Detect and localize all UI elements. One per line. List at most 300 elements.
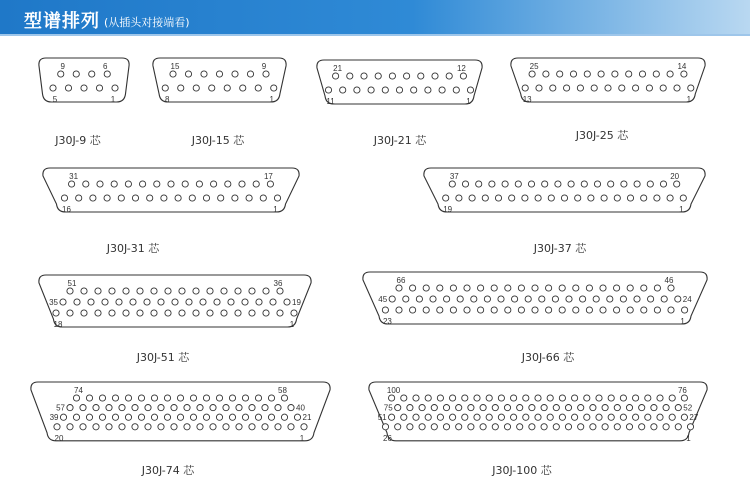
pin-label: 46: [664, 276, 674, 285]
pin: [151, 414, 157, 420]
pin-label: 9: [261, 62, 267, 71]
pin: [633, 414, 639, 420]
pin: [67, 288, 73, 294]
pin: [667, 195, 673, 201]
pin: [109, 288, 115, 294]
pin: [425, 414, 431, 420]
pin: [639, 405, 645, 411]
pin: [663, 405, 669, 411]
connector-caption: J30J-66 芯: [521, 351, 575, 364]
pin: [170, 71, 176, 77]
pin: [566, 296, 572, 302]
pin: [138, 395, 144, 401]
pin: [382, 87, 388, 93]
pin: [158, 405, 164, 411]
pin: [492, 424, 498, 430]
pin-label: 1: [269, 95, 274, 104]
pin: [395, 424, 401, 430]
pin: [535, 195, 541, 201]
pin-label: 35: [49, 298, 58, 307]
pin: [389, 395, 395, 401]
pin: [147, 195, 153, 201]
pin: [164, 414, 170, 420]
pin: [413, 414, 419, 420]
pin: [201, 71, 207, 77]
pin: [681, 395, 687, 401]
pin: [502, 181, 508, 187]
pin: [361, 73, 367, 79]
pin: [619, 85, 625, 91]
pin: [489, 181, 495, 187]
pin: [605, 85, 611, 91]
pin: [411, 87, 417, 93]
pin: [218, 195, 224, 201]
pin: [626, 424, 632, 430]
pin: [112, 395, 118, 401]
pin: [423, 285, 429, 291]
pin: [633, 395, 639, 401]
pin: [255, 414, 261, 420]
pin: [504, 424, 510, 430]
pin: [565, 424, 571, 430]
pin-label: 12: [456, 64, 466, 73]
pin: [525, 296, 531, 302]
pin: [564, 85, 570, 91]
connector-shell: [43, 168, 299, 212]
pin: [171, 424, 177, 430]
pin: [646, 85, 652, 91]
pin: [263, 310, 269, 316]
pin-label: 51: [67, 279, 77, 288]
pin: [674, 85, 680, 91]
pin: [249, 405, 255, 411]
pin: [125, 414, 131, 420]
pin: [151, 395, 157, 401]
pin: [268, 414, 274, 420]
pin: [446, 73, 452, 79]
pin: [437, 414, 443, 420]
pin: [626, 405, 632, 411]
pin: [607, 296, 613, 302]
pin-label: 40: [296, 403, 305, 413]
pin: [594, 181, 600, 187]
pin: [431, 424, 437, 430]
pin: [518, 307, 524, 313]
pin-label: 20: [670, 172, 680, 181]
pin-label: 74: [74, 386, 83, 395]
pin: [528, 181, 534, 187]
pin: [510, 395, 516, 401]
pin: [425, 87, 431, 93]
pin: [277, 310, 283, 316]
pin-label: 20: [54, 433, 64, 443]
pin: [468, 424, 474, 430]
pin: [627, 285, 633, 291]
pin: [464, 307, 470, 313]
pin: [681, 414, 687, 420]
pin: [255, 85, 261, 91]
pin: [573, 285, 579, 291]
pin: [161, 195, 167, 201]
pin: [190, 414, 196, 420]
pin: [109, 310, 115, 316]
connector-2: [153, 58, 286, 104]
pin-label: 1: [466, 97, 471, 106]
pin: [255, 395, 261, 401]
connector-9: [31, 382, 330, 443]
pin: [125, 395, 131, 401]
pin: [419, 424, 425, 430]
pin: [517, 424, 523, 430]
pin: [578, 405, 584, 411]
pin: [443, 405, 449, 411]
pin: [80, 405, 86, 411]
connector-caption: J30J-100 芯: [492, 464, 552, 477]
connector-4: [511, 58, 705, 104]
header-bar: [0, 0, 750, 36]
pin: [184, 405, 190, 411]
pin: [177, 414, 183, 420]
pin: [486, 395, 492, 401]
pin: [171, 405, 177, 411]
pin-label: 21: [333, 64, 343, 73]
pin: [137, 288, 143, 294]
pin: [504, 405, 510, 411]
pin: [641, 307, 647, 313]
pin: [97, 181, 103, 187]
pin: [439, 87, 445, 93]
pin: [389, 73, 395, 79]
pin: [73, 395, 79, 401]
pin: [453, 87, 459, 93]
pin-label: 75: [383, 403, 393, 413]
pin: [203, 414, 209, 420]
pin: [498, 296, 504, 302]
pin: [584, 71, 590, 77]
pin: [641, 285, 647, 291]
pin: [498, 414, 504, 420]
pin: [267, 181, 273, 187]
page-subtitle: (从插头对接端看): [104, 16, 190, 29]
pin: [165, 310, 171, 316]
pin: [546, 285, 552, 291]
pin: [93, 424, 99, 430]
pin: [608, 395, 614, 401]
pin: [210, 405, 216, 411]
pin: [550, 85, 556, 91]
pin: [581, 181, 587, 187]
pin: [416, 296, 422, 302]
pin: [284, 299, 290, 305]
pin: [262, 405, 268, 411]
pin: [645, 414, 651, 420]
pin: [396, 285, 402, 291]
pin: [76, 195, 82, 201]
pin: [193, 310, 199, 316]
pin: [249, 424, 255, 430]
pin: [81, 85, 87, 91]
pin: [639, 71, 645, 77]
pin: [580, 296, 586, 302]
pin: [132, 405, 138, 411]
pin: [491, 285, 497, 291]
pin: [432, 73, 438, 79]
pin: [214, 299, 220, 305]
pin: [88, 299, 94, 305]
pin: [242, 395, 248, 401]
pin: [600, 307, 606, 313]
pin: [240, 85, 246, 91]
pin: [249, 310, 255, 316]
pin: [86, 395, 92, 401]
pin: [590, 405, 596, 411]
pin: [573, 307, 579, 313]
pin: [410, 285, 416, 291]
connector-7: [39, 275, 311, 329]
pin: [633, 85, 639, 91]
pin: [495, 195, 501, 201]
pin: [517, 405, 523, 411]
pin: [130, 299, 136, 305]
pin: [83, 181, 89, 187]
pin: [541, 405, 547, 411]
pin: [281, 414, 287, 420]
pin: [395, 405, 401, 411]
pin: [443, 424, 449, 430]
pin: [505, 307, 511, 313]
pin: [669, 395, 675, 401]
pin: [419, 405, 425, 411]
pin: [648, 296, 654, 302]
pin-label: 5: [52, 95, 58, 104]
pin: [375, 73, 381, 79]
pin-label: 1: [273, 205, 278, 214]
pin: [165, 288, 171, 294]
pin: [119, 405, 125, 411]
pin: [203, 395, 209, 401]
pin: [553, 405, 559, 411]
pin-label: 19: [292, 298, 301, 307]
pin: [437, 395, 443, 401]
pin: [555, 181, 561, 187]
pin-label: 1: [299, 433, 305, 443]
pin: [119, 424, 125, 430]
pin: [602, 424, 608, 430]
connector-shell: [424, 168, 705, 212]
pin: [172, 299, 178, 305]
pin: [450, 395, 456, 401]
pin: [449, 181, 455, 187]
pin: [423, 307, 429, 313]
pin: [203, 195, 209, 201]
pin: [469, 195, 475, 201]
pin: [145, 424, 151, 430]
pin: [559, 395, 565, 401]
pin: [682, 307, 688, 313]
pin: [626, 71, 632, 77]
pin-label: 1: [686, 95, 692, 104]
pin: [529, 424, 535, 430]
pin: [437, 307, 443, 313]
pin: [565, 405, 571, 411]
pin: [660, 85, 666, 91]
pin: [660, 181, 666, 187]
pin: [614, 195, 620, 201]
pin: [407, 405, 413, 411]
connector-caption: J30J-37 芯: [533, 242, 587, 255]
pin: [200, 299, 206, 305]
pin: [93, 405, 99, 411]
connector-shell: [369, 382, 707, 441]
pin-label: 19: [443, 205, 453, 214]
pin: [653, 71, 659, 77]
pin: [552, 296, 558, 302]
pin-label: 26: [383, 433, 392, 443]
pin: [277, 288, 283, 294]
pin-label: 39: [49, 413, 59, 423]
pin: [627, 195, 633, 201]
pin: [190, 395, 196, 401]
pin: [275, 405, 281, 411]
pin: [532, 285, 538, 291]
pin: [189, 195, 195, 201]
pin: [598, 71, 604, 77]
pin: [456, 195, 462, 201]
pin: [620, 395, 626, 401]
pin: [590, 424, 596, 430]
pin: [668, 285, 674, 291]
connector-5: [43, 168, 299, 214]
pin: [144, 299, 150, 305]
pin: [162, 85, 168, 91]
pin: [645, 395, 651, 401]
connector-10: [369, 382, 707, 443]
connector-8: [363, 272, 707, 326]
pin: [600, 285, 606, 291]
pin: [515, 181, 521, 187]
pin: [536, 85, 542, 91]
pin: [291, 310, 297, 316]
pin: [81, 288, 87, 294]
pin: [260, 195, 266, 201]
pin: [256, 299, 262, 305]
pin: [154, 181, 160, 187]
pin: [232, 71, 238, 77]
pin: [232, 195, 238, 201]
pin: [216, 395, 222, 401]
pin: [522, 85, 528, 91]
pin: [223, 424, 229, 430]
pin: [608, 181, 614, 187]
pin-label: 1: [686, 433, 691, 443]
pin: [688, 85, 694, 91]
pin: [559, 414, 565, 420]
pin: [620, 296, 626, 302]
connector-3: [317, 60, 482, 106]
pin: [559, 285, 565, 291]
pin: [354, 87, 360, 93]
pin: [559, 307, 565, 313]
pin: [675, 405, 681, 411]
pin: [462, 395, 468, 401]
pin: [196, 181, 202, 187]
pin: [484, 296, 490, 302]
pin: [228, 299, 234, 305]
pin: [225, 181, 231, 187]
connector-diagram: [0, 36, 750, 499]
pin: [86, 414, 92, 420]
pin: [102, 299, 108, 305]
connector-caption: J30J-31 芯: [106, 242, 160, 255]
pin: [185, 71, 191, 77]
pin: [403, 296, 409, 302]
pin: [396, 307, 402, 313]
pin: [239, 181, 245, 187]
pin: [175, 195, 181, 201]
connector-caption: J30J-74 芯: [141, 464, 195, 477]
connector-shell: [511, 58, 705, 102]
pin: [557, 71, 563, 77]
pin: [247, 71, 253, 77]
pin: [253, 181, 259, 187]
pin: [614, 405, 620, 411]
pin: [333, 73, 339, 79]
pin: [437, 285, 443, 291]
pin: [568, 181, 574, 187]
pin: [668, 307, 674, 313]
pin: [104, 195, 110, 201]
pin-label: 11: [326, 97, 335, 106]
pin-label: 66: [396, 276, 406, 285]
pin: [675, 424, 681, 430]
connector-shell: [363, 272, 707, 324]
pin: [179, 310, 185, 316]
pin: [547, 395, 553, 401]
pin: [73, 71, 79, 77]
pin: [456, 424, 462, 430]
pin: [207, 288, 213, 294]
pin: [654, 285, 660, 291]
pin-label: 1: [679, 205, 684, 214]
pin: [60, 299, 66, 305]
pin: [680, 195, 686, 201]
pin-label: 58: [278, 386, 287, 395]
pin: [209, 85, 215, 91]
pin: [210, 424, 216, 430]
pin: [657, 395, 663, 401]
pin: [96, 85, 102, 91]
pin: [450, 285, 456, 291]
pin: [634, 181, 640, 187]
pin: [262, 424, 268, 430]
pin: [460, 73, 466, 79]
pin: [207, 310, 213, 316]
pin: [151, 288, 157, 294]
pin: [510, 414, 516, 420]
pin: [186, 299, 192, 305]
pin-label: 17: [263, 172, 273, 181]
pin: [480, 405, 486, 411]
pin: [193, 85, 199, 91]
pin: [431, 405, 437, 411]
pin: [151, 310, 157, 316]
pin-label: 13: [522, 95, 532, 104]
pin: [347, 73, 353, 79]
connector-6: [424, 168, 705, 214]
pin: [572, 414, 578, 420]
pin: [570, 71, 576, 77]
pin: [389, 414, 395, 420]
